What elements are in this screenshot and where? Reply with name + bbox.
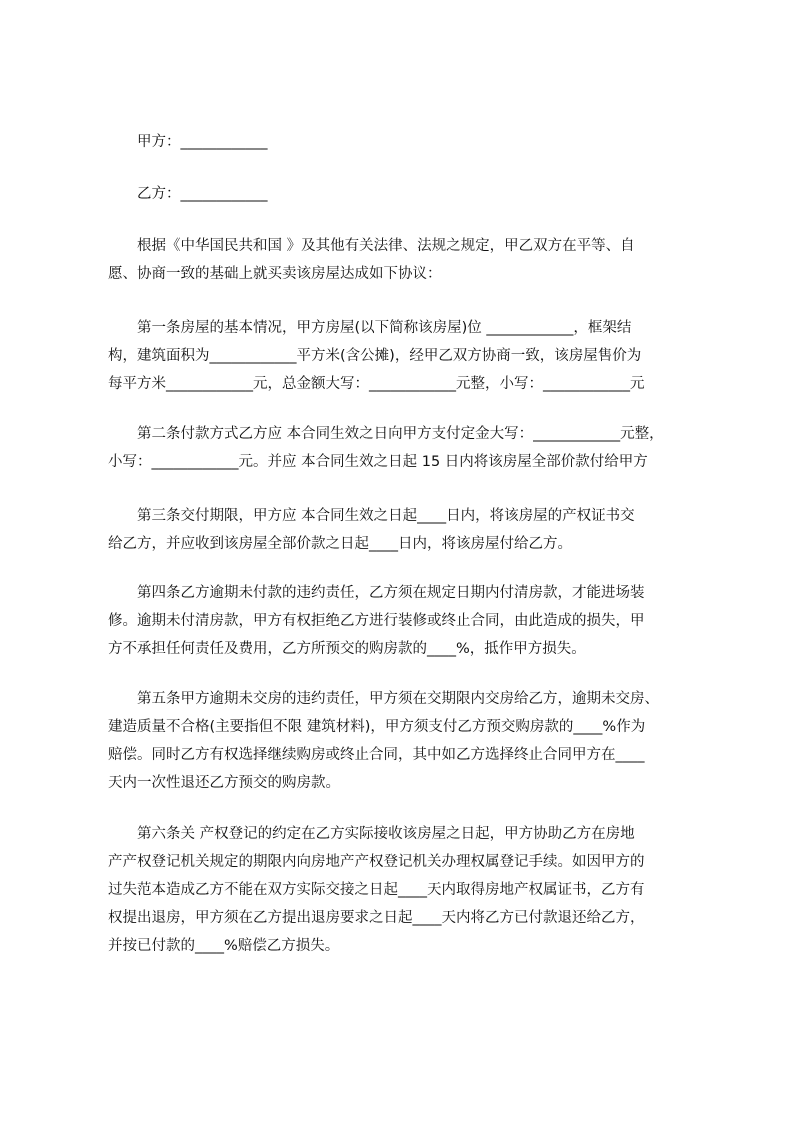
article-5-line: 赔偿。同时乙方有权选择继续购房或终止合同，其中如乙方选择终止合同甲方在____ [108,747,645,763]
article-6-line: 第六条关 产权登记的约定在乙方实际接收该房屋之日起，甲方协助乙方在房地 [137,826,635,842]
article-4-paragraph [108,579,708,663]
article-2-paragraph [108,420,708,476]
preamble-paragraph [108,232,708,288]
article-6-line: 过失范本造成乙方不能在双方实际交接之日起____天内取得房地产权属证书，乙方有 [108,882,645,898]
article-4-line: 方不承担任何责任及费用，乙方所预交的购房款的____%，抵作甲方损失。 [108,641,586,657]
article-6-line: 权提出退房，甲方须在乙方提出退房要求之日起____天内将乙方已付款退还给乙方， [108,910,645,926]
article-6-line: 并按已付款的____%赔偿乙方损失。 [108,938,340,954]
article-2-line: 小写：____________元。并应 本合同生效之日起 15 日内将该房屋全部价款付给甲方 [108,454,648,470]
article-1-line: 构，建筑面积为____________平方米(含公摊)，经甲乙双方协商一致，该房屋售价为 [108,348,642,364]
article-3-line: 给乙方，并应收到该房屋全部价款之日起____日内，将该房屋付给乙方。 [108,536,572,552]
preamble-line: 根据《中华国民共和国 》及其他有关法律、法规之规定，甲乙双方在平等、自 [137,238,635,254]
article-4-line: 修。逾期未付清房款，甲方有权拒绝乙方进行装修或终止合同，由此造成的损失，甲 [108,613,645,629]
article-1-line: 每平方米____________元，总金额大写：____________元整，小写：____________元 [108,376,645,392]
article-2-line: 第二条付款方式乙方应 本合同生效之日向甲方支付定金大写：____________元整， [137,426,664,442]
article-4-line: 第四条乙方逾期未付款的违约责任，乙方须在规定日期内付清房款，才能进场装 [137,585,645,601]
party-a-text: 甲方：____________ [137,134,268,150]
article-1-paragraph [108,314,708,398]
party-a-line [108,128,708,156]
article-5-line: 第五条甲方逾期未交房的违约责任，甲方须在交期限内交房给乙方，逾期未交房、 [137,691,659,707]
article-5-line: 建造质量不合格(主要指但不限 建筑材料)，甲方须支付乙方预交购房款的____%作为 [108,719,646,735]
article-6-line: 产产权登记机关规定的期限内向房地产产权登记机关办理权属登记手续。如因甲方的 [108,854,645,870]
article-5-line: 天内一次性退还乙方预交的购房款。 [108,775,340,791]
article-3-line: 第三条交付期限，甲方应 本合同生效之日起____日内，将该房屋的产权证书交 [137,508,635,524]
article-3-paragraph [108,502,708,558]
party-b-text: 乙方：____________ [137,186,268,202]
article-1-line: 第一条房屋的基本情况，甲方房屋(以下简称该房屋)位 ____________，框架结 [137,320,632,336]
party-b-line [108,180,708,208]
article-6-paragraph [108,820,708,960]
article-5-paragraph [108,685,708,797]
preamble-line: 愿、协商一致的基础上就买卖该房屋达成如下协议： [108,266,442,282]
